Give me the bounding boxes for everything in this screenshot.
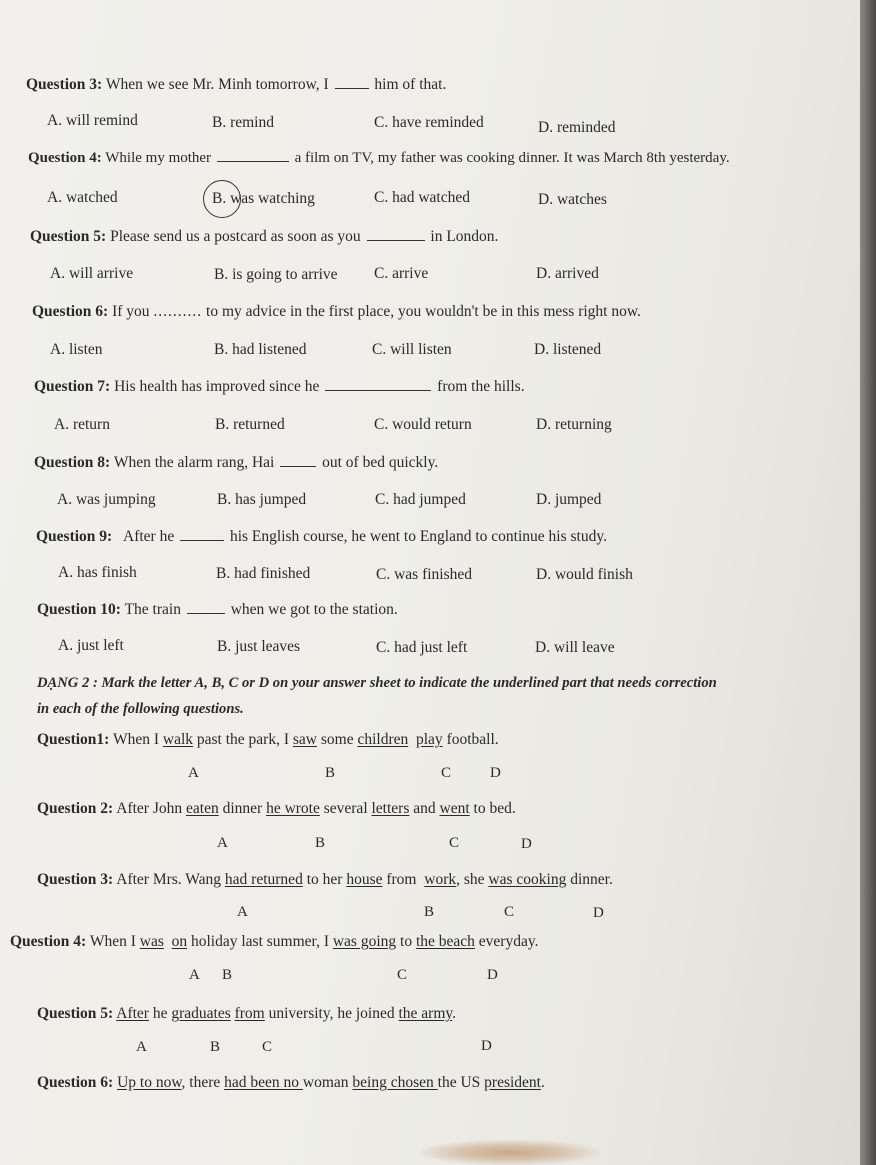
option-a: A. listen (50, 341, 103, 358)
letter-d: D (521, 836, 532, 852)
option-c: C. arrive (374, 265, 429, 282)
answer-blank (280, 465, 316, 467)
option-c: C. had jumped (375, 491, 466, 508)
question-10: Question 10: The train when we got to the station. (37, 601, 398, 618)
paper-edge-shadow (860, 0, 876, 1165)
error-question-2: Question 2: After John eaten dinner he wrote several letters and went to bed. (37, 800, 516, 817)
error-question-1: Question1: When I walk past the park, I saw some children play football. (37, 731, 499, 748)
underlined-part-c: work (424, 871, 457, 888)
underlined-part-b: saw (292, 731, 317, 748)
underlined-part-d: went (439, 800, 470, 817)
question-8: Question 8: When the alarm rang, Hai out of bed quickly. (34, 454, 439, 471)
underlined-part-d: play (416, 731, 443, 748)
error-question-3: Question 3: After Mrs. Wang had returned to her house from work, she was cooking dinner. (37, 871, 613, 888)
answer-blank (187, 612, 225, 614)
option-a: A. return (54, 416, 110, 433)
underlined-part-a: had returned (224, 871, 303, 888)
option-b: B. remind (212, 114, 274, 131)
option-a: A. has finish (58, 564, 137, 581)
answer-blank (367, 239, 425, 241)
letter-a: A (217, 835, 228, 851)
underlined-part-a: eaten (186, 800, 219, 817)
letter-c: C (397, 967, 408, 983)
option-c: C. was finished (376, 566, 473, 583)
question-7: Question 7: His health has improved since he from the hills. (34, 378, 525, 395)
option-b: B. has jumped (217, 491, 307, 508)
option-d: D. arrived (536, 265, 599, 282)
underlined-part-a: Up to now (117, 1074, 182, 1091)
option-a: A. will remind (47, 112, 138, 129)
option-c: C. had watched (374, 189, 470, 206)
letter-a: A (188, 765, 199, 781)
underlined-part-a: walk (162, 731, 194, 748)
option-c: C. will listen (372, 341, 452, 358)
option-b: B. returned (215, 416, 285, 433)
option-c: C. would return (374, 416, 472, 433)
answer-blank (217, 160, 289, 162)
underlined-part-a: After (116, 1005, 149, 1022)
option-b: B. was watching (212, 190, 315, 207)
option-d: D. jumped (536, 491, 602, 508)
letter-d: D (481, 1038, 492, 1054)
underlined-part-b: on (171, 933, 188, 950)
option-a: A. was jumping (57, 491, 156, 508)
underlined-part-d: the army (398, 1005, 453, 1022)
letter-d: D (593, 905, 604, 921)
underlined-part-c: from (234, 1005, 265, 1022)
option-c: C. have reminded (374, 114, 484, 131)
option-a: A. will arrive (50, 265, 134, 282)
letter-d: D (487, 967, 498, 983)
underlined-part-b: had been no (224, 1074, 303, 1091)
option-a: A. watched (47, 189, 118, 206)
option-d: D. reminded (538, 119, 616, 136)
option-b: B. had listened (214, 341, 307, 358)
option-c: C. had just left (376, 639, 468, 656)
letter-c: C (441, 765, 452, 781)
section-heading: DẠNG 2 : Mark the letter A, B, C or D on your answer sheet to indicate the underlined part that needs correction (37, 675, 717, 691)
question-4: Question 4: While my mother a film on TV, my father was cooking dinner. It was March 8th yesterday. (28, 150, 730, 166)
underlined-part-c: being chosen (352, 1074, 438, 1091)
error-question-6: Question 6: Up to now, there had been no woman being chosen the US president. (37, 1074, 545, 1091)
error-question-4: Question 4: When I was on holiday last summer, I was going to the beach everyday. (10, 933, 539, 950)
letter-c: C (504, 904, 515, 920)
option-b: B. had finished (216, 565, 311, 582)
finger-shadow (420, 1140, 600, 1165)
question-9: Question 9: After he his English course, he went to England to continue his study. (36, 528, 607, 545)
error-question-5: Question 5: After he graduates from university, he joined the army. (37, 1005, 457, 1022)
underlined-part-d: president (484, 1074, 541, 1091)
answer-blank (335, 87, 369, 89)
letter-b: B (315, 835, 326, 851)
question-3: Question 3: When we see Mr. Minh tomorrow, I him of that. (26, 76, 447, 93)
question-5: Question 5: Please send us a postcard as soon as you in London. (30, 228, 499, 245)
letter-b: B (325, 765, 336, 781)
letter-d: D (490, 765, 501, 781)
option-d: D. listened (534, 341, 602, 358)
option-d: D. will leave (535, 639, 615, 656)
letter-b: B (424, 904, 435, 920)
letter-c: C (449, 835, 460, 851)
option-d: D. watches (538, 191, 607, 208)
underlined-part-d: the beach (415, 933, 475, 950)
answer-blank (180, 539, 224, 541)
underlined-part-d: was cooking (488, 871, 567, 888)
letter-b: B (210, 1039, 221, 1055)
option-b: B. is going to arrive (214, 266, 338, 283)
underlined-part-a: was (139, 933, 164, 950)
underlined-part-c: was going (332, 933, 397, 950)
answer-blank (325, 389, 431, 391)
letter-b: B (222, 967, 233, 983)
underlined-part-b: graduates (171, 1005, 231, 1022)
letter-a: A (189, 967, 200, 983)
letter-c: C (262, 1039, 273, 1055)
underlined-part-b: house (346, 871, 383, 888)
underlined-part-c: letters (371, 800, 410, 817)
letter-a: A (237, 904, 248, 920)
option-d: D. returning (536, 416, 612, 433)
underlined-part-c: children (357, 731, 409, 748)
question-6: Question 6: If you .......... to my advice in the first place, you wouldn't be in this mess right now. (32, 303, 641, 320)
option-a: A. just left (58, 637, 124, 654)
option-d: D. would finish (536, 566, 633, 583)
underlined-part-b: he wrote (266, 800, 320, 817)
section-heading-line2: in each of the following questions. (37, 701, 244, 717)
option-b: B. just leaves (217, 638, 301, 655)
letter-a: A (136, 1039, 147, 1055)
